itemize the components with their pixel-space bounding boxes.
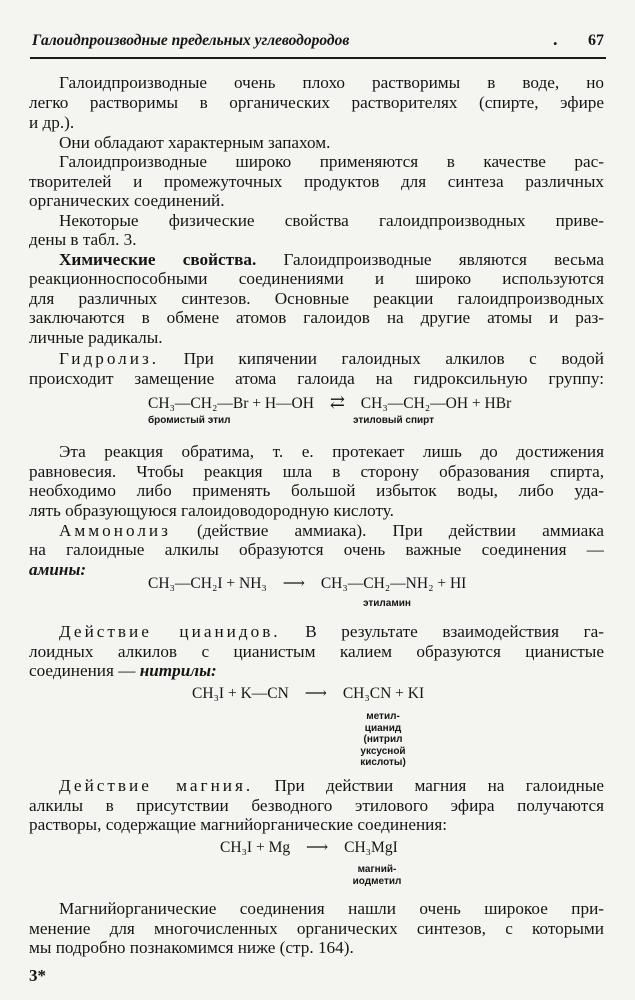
text-line: реакционноспособными соединениями и широко используются [29,269,604,288]
caption-bromoethane: бромистый этил [148,415,231,426]
caption-methylmagnesium-iodide: магний- иодметил [352,864,402,887]
text-line: Некоторые физические свойства галоидпроизводных приве- [59,211,604,230]
text-line: лять образующуюся галоидоводородную кислоту. [29,501,394,520]
text-line: Аммонолиз (действие аммиака). При действии аммиака [59,521,604,540]
section-heading: Действие цианидов. [59,622,281,641]
equation-magnesium: CH₃I + Mg ⟶ CH₃MgI [220,839,398,856]
text-line: растворы, содержащие магнийорганические соединения: [29,815,448,834]
term-amines: амины: [29,560,87,579]
text-line: Они обладают характерным запахом. [59,133,331,152]
text-line: Действие цианидов. В результате взаимодействия га- [59,622,604,641]
text-line: происходит замещение атома галоида на гидроксильную группу: [29,369,604,388]
text-line: для различных синтезов. Основные реакции галоидпроизводных [29,289,604,308]
text-line: равновесия. Чтобы реакция шла в сторону образования спирта, [29,462,604,481]
caption-ethanol: этиловый спирт [353,415,435,426]
running-header [30,31,606,59]
page-number: 67 [588,32,604,49]
section-heading: Аммонолиз [59,521,171,540]
text-line: личные радикалы. [29,328,163,347]
text-line: творителей и промежуточных продуктов для синтеза различных [29,172,604,191]
text-line: необходимо либо применять большой избыток воды, либо уда- [29,481,604,500]
text-line: легко растворимы в органических растворителях (спирте, эфире [29,93,604,112]
text-line: Эта реакция обратима, т. е. протекает лишь до достижения [59,442,604,461]
text-line: алкилы в присутствии безводного этилового эфира получаются [29,796,604,815]
caption-acetonitrile: метил- цианид (нитрил уксусной кислоты) [360,711,406,768]
text-line: Химические свойства. Галоидпроизводные являются весьма [59,250,604,269]
text-line: Галоидпроизводные широко применяются в качестве рас- [59,152,604,171]
text-line: заключаются в обмене атомов галоидов на другие атомы и раз- [29,308,604,327]
text-line: на галоидные алкилы образуются очень важные соединения — [29,540,604,559]
text-line: Гидролиз. При кипячении галоидных алкилов с водой [59,349,605,368]
text-line: соединения — нитрилы: [29,661,217,680]
section-heading: Химические свойства. [59,250,257,269]
text-line: мы подробно познакомимся ниже (стр. 164). [29,938,354,957]
equation-ammonolysis: CH₃—CH₂I + NH₃ ⟶ CH₃—CH₂—NH₂ + HI [148,575,467,592]
equation-hydrolysis: CH₃—CH₂—Br + H—OH ⇄ CH₃—CH₂—OH + HBr [148,392,512,412]
text-line: и др.). [29,113,75,132]
term-nitriles: нитрилы: [139,661,217,680]
equation-cyanides: CH₃I + K—CN ⟶ CH₃CN + KI [192,685,425,702]
text-line: лоидных алкилов с цианистым калием образуются цианистые [29,642,604,661]
caption-ethylamine: этиламин [363,598,411,609]
section-heading: Действие магния. [59,776,254,795]
text-line: Галоидпроизводные очень плохо растворимы в воде, но [59,73,604,92]
text-line: Действие магния. При действии магния на галоидные [59,776,605,795]
text-line: органических соединений. [29,191,225,210]
running-dot: . [553,29,558,49]
text-line: менение для многочисленных органических синтезов, с которыми [29,919,604,938]
running-title: Галоидпроизводные предельных углеводородов [32,32,350,49]
signature-mark: 3* [29,966,46,985]
text-line: дены в табл. 3. [29,230,137,249]
section-heading: Гидролиз. [59,349,160,368]
text-line: Магнийорганические соединения нашли очень широкое при- [59,899,604,918]
